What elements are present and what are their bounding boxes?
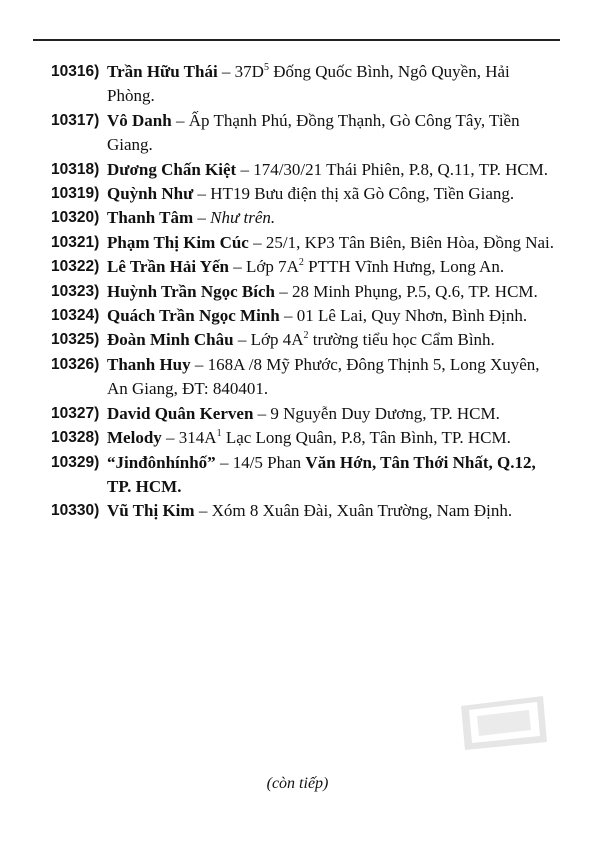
entry-name: Huỳnh Trần Ngọc Bích: [107, 281, 275, 301]
list-item: [51, 328, 561, 352]
entry-superscript: 2: [303, 330, 309, 342]
entry-name: Thanh Huy: [107, 354, 191, 374]
entry-number: 10322): [51, 258, 100, 276]
entry-address-italic: Như trên.: [210, 208, 276, 228]
entry-number: 10325): [51, 331, 100, 349]
entry-number: 10328): [51, 429, 100, 447]
entry-number: 10323): [51, 282, 100, 300]
list-item: [51, 60, 561, 109]
entry-number: 10316): [51, 63, 100, 80]
entry-separator: –: [217, 62, 235, 81]
entry-address: 28 Minh Phụng, P.5, Q.6, TP. HCM.: [292, 281, 538, 301]
entry-separator: –: [193, 208, 211, 228]
entry-name: Vô Danh: [107, 110, 172, 130]
entry-name: Melody: [107, 428, 162, 448]
entry-address-rest: PTTH Vĩnh Hưng, Long An.: [303, 257, 505, 277]
entry-address: Ấp Thạnh Phú, Đồng Thạnh, Gò Công Tây, Tiền Giang.: [107, 110, 520, 155]
entry-address: HT19 Bưu điện thị xã Gò Công, Tiền Giang.: [210, 184, 515, 204]
entry-address-rest: Lạc Long Quân, P.8, Tân Bình, TP. HCM.: [221, 428, 511, 448]
entry-separator: –: [161, 428, 179, 448]
entry-name: Quách Trần Ngọc Minh: [107, 306, 280, 326]
entry-name: Thanh Tâm: [107, 208, 194, 228]
list-item: [51, 231, 561, 255]
list-item: [51, 426, 561, 450]
entry-name: Lê Trần Hải Yến: [107, 257, 229, 277]
entry-name: Vũ Thị Kim: [107, 501, 195, 521]
entry-name: Dương Chấn Kiệt: [107, 159, 237, 179]
list-item: [51, 402, 561, 426]
entry-separator: –: [194, 501, 212, 521]
entry-superscript: 1: [216, 428, 222, 440]
entry-name: Trần Hữu Thái: [107, 62, 218, 81]
entry-address: 9 Nguyễn Duy Dương, TP. HCM.: [270, 403, 500, 423]
entry-name: Quỳnh Như: [107, 184, 194, 204]
entry-number: 10324): [51, 307, 100, 325]
entry-address: 01 Lê Lai, Quy Nhơn, Bình Định.: [296, 306, 528, 326]
entry-address: 168A /8 Mỹ Phước, Đông Thịnh 5, Long Xuyên, An Giang, ĐT: 840401.: [107, 354, 540, 399]
entry-address-rest: Đống Quốc Bình, Ngô Quyền, Hải Phòng.: [107, 62, 510, 106]
entry-separator: –: [193, 184, 211, 204]
entry-superscript: 5: [263, 62, 269, 73]
entry-separator: –: [215, 452, 233, 472]
entry-name: Phạm Thị Kim Cúc: [107, 232, 249, 252]
entry-separator: –: [233, 330, 251, 350]
stamp-logo: [455, 692, 551, 754]
list-item: [51, 182, 561, 206]
entry-address: Lớp 4A: [250, 330, 304, 350]
entry-name: Đoàn Minh Châu: [107, 330, 234, 350]
list-item: [51, 353, 561, 402]
continued-note: (còn tiếp): [266, 775, 329, 792]
entry-address: 25/1, KP3 Tân Biên, Biên Hòa, Đồng Nai.: [265, 232, 555, 252]
entry-number: 10320): [51, 209, 100, 227]
entry-number: 10326): [51, 355, 100, 373]
list-item: [51, 255, 561, 279]
entry-number: 10317): [51, 111, 100, 129]
entry-separator: –: [279, 306, 297, 326]
entry-separator: –: [190, 354, 208, 374]
list-item: [51, 451, 561, 500]
reader-list: [51, 60, 561, 524]
entry-address: 37D: [234, 62, 264, 81]
entry-address: 14/5 Phan: [232, 452, 306, 472]
top-rule: [33, 39, 560, 41]
entry-address: Xóm 8 Xuân Đài, Xuân Trường, Nam Định.: [211, 501, 513, 521]
entry-separator: –: [236, 159, 254, 179]
list-item: [51, 280, 561, 304]
entry-number: 10319): [51, 185, 100, 203]
entry-number: 10330): [51, 502, 100, 520]
entry-separator: –: [171, 110, 189, 130]
entry-number: 10327): [51, 404, 100, 422]
entry-name: “Jinđônhínhố”: [107, 452, 216, 472]
entry-number: 10321): [51, 233, 100, 251]
list-item: [51, 158, 561, 182]
entry-address-rest: trường tiểu học Cẩm Bình.: [308, 330, 495, 350]
entry-separator: –: [248, 232, 266, 252]
list-item: [51, 206, 561, 230]
entry-number: 10318): [51, 160, 100, 178]
list-item: [51, 499, 561, 523]
entry-superscript: 2: [298, 257, 304, 269]
entry-name: David Quân Kerven: [107, 403, 254, 423]
list-item: [51, 304, 561, 328]
entry-separator: –: [253, 403, 271, 423]
entry-separator: –: [275, 281, 292, 301]
entry-address: Lớp 7A: [246, 257, 299, 277]
entry-address: 314A: [178, 428, 217, 448]
entry-separator: –: [229, 257, 246, 277]
entry-number: 10329): [51, 453, 100, 471]
entry-address-bold: Văn Hớn, Tân Thới Nhất, Q.12, TP. HCM.: [107, 452, 536, 496]
entry-address: 174/30/21 Thái Phiên, P.8, Q.11, TP. HCM.: [253, 159, 549, 179]
list-item: [51, 109, 561, 158]
